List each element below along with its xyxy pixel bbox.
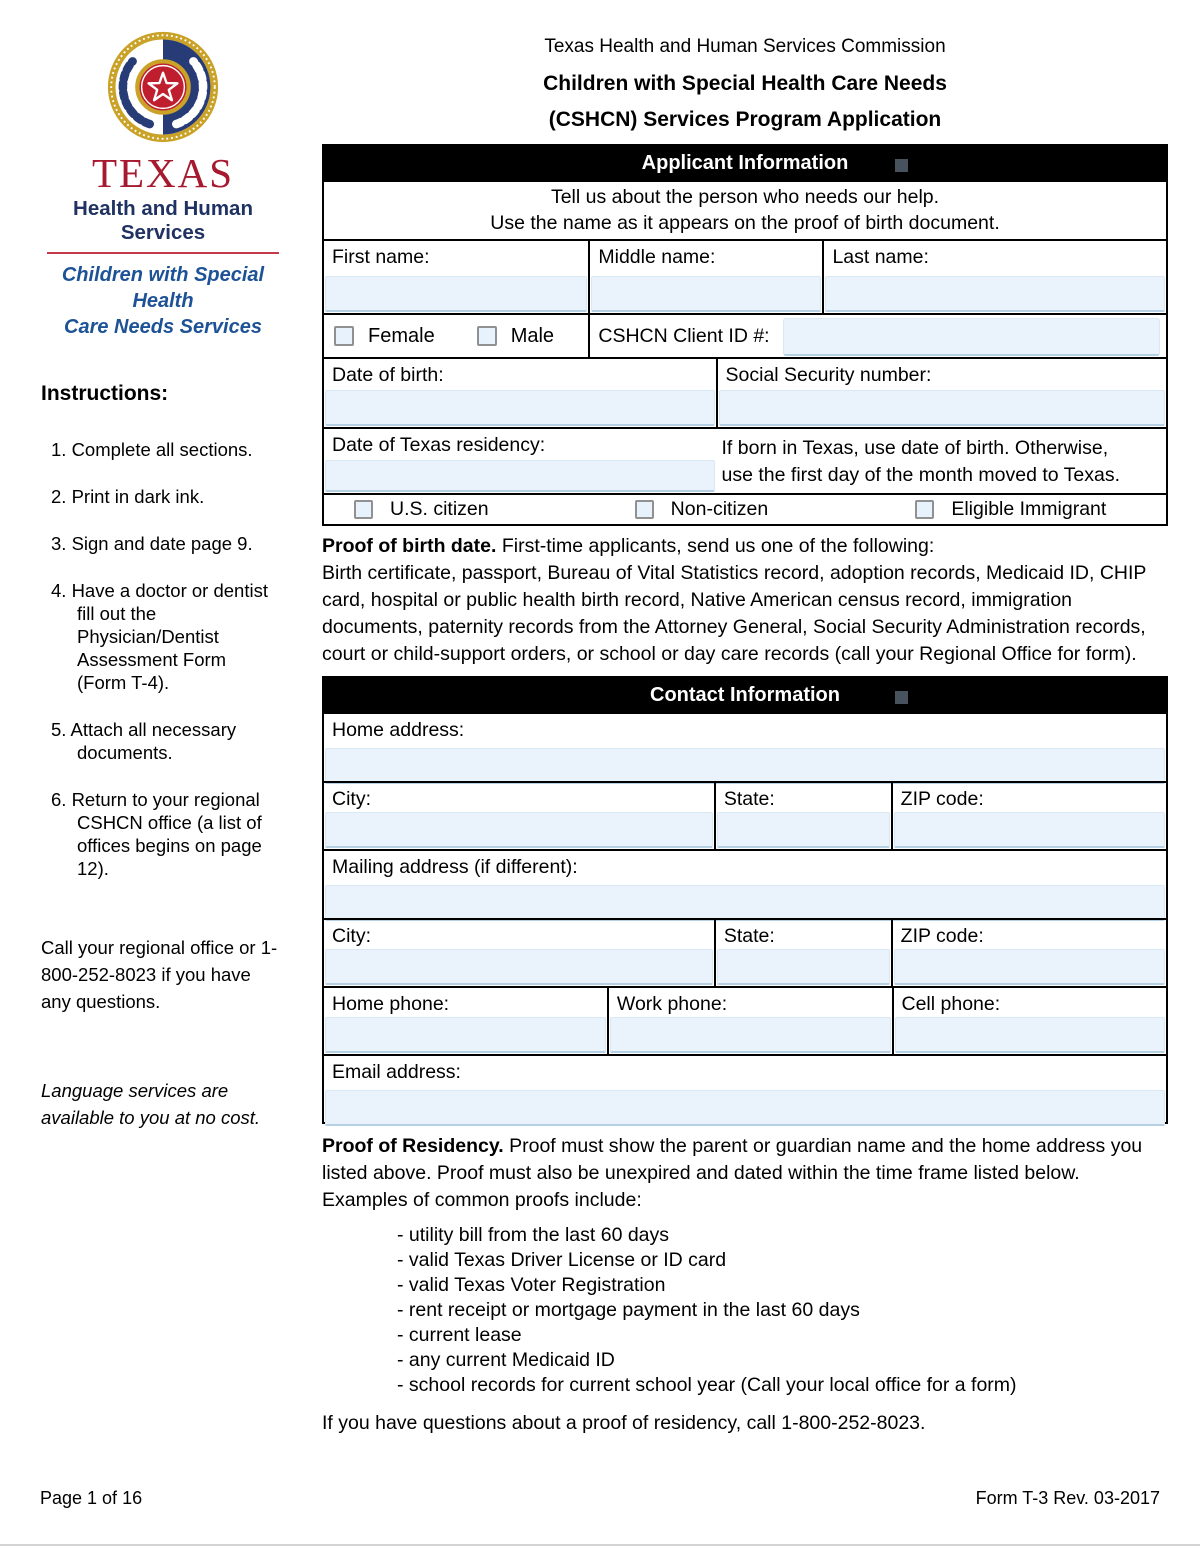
instruction-item: 4. Have a doctor or dentist fill out the Physician/Dentist Assessment Form (Form T-4).: [51, 580, 268, 693]
left-sidebar: [35, 30, 291, 1131]
applicant-intro-line1: Tell us about the person who needs our help.: [550, 186, 940, 208]
residency-date-label: Date of Texas residency:: [332, 434, 546, 456]
proof-of-birth-intro: First-time applicants, send us one of the following:: [501, 535, 935, 557]
applicant-information-banner: [324, 146, 1166, 180]
applicant-information-table: [322, 144, 1168, 526]
dob-ssn-row: [324, 357, 1166, 427]
home-phone-cell: [324, 988, 607, 1054]
residency-date-input[interactable]: [325, 460, 715, 492]
last-name-label: Last name:: [832, 246, 929, 268]
texas-residency-row: [324, 427, 1166, 493]
phone-row: [324, 986, 1166, 1054]
mailing-state-label: State:: [723, 925, 775, 947]
residency-proof-item: - any current Medicaid ID: [397, 1349, 615, 1371]
page-bottom-edge: [0, 1544, 1200, 1546]
residency-proof-item: - school records for current school year (Call your local office for a form): [397, 1374, 1017, 1396]
instruction-item: 5. Attach all necessary documents.: [51, 719, 237, 763]
ssn-input[interactable]: [719, 390, 1165, 426]
section-marker-icon: [895, 691, 908, 704]
mailing-address-input[interactable]: [325, 885, 1165, 921]
male-checkbox[interactable]: [477, 326, 497, 346]
mailing-city-cell: [324, 920, 714, 986]
zip-label: ZIP code:: [900, 788, 984, 810]
ssn-label: Social Security number:: [725, 364, 932, 386]
proof-of-residency-body: Proof must show the parent or guardian name and the home address you listed above. Proof must also be unexpired and dated within the time frame listed below. Examples of common proofs include:: [322, 1135, 1143, 1211]
city-cell: [324, 783, 714, 849]
home-address-input[interactable]: [325, 748, 1165, 784]
mailing-address-row: [324, 849, 1166, 918]
client-id-cell: [588, 315, 1166, 357]
logo-dept-name: Health and Human Services: [73, 197, 253, 244]
texas-hhs-seal-icon: [106, 30, 220, 144]
us-citizen-option: [324, 498, 605, 521]
male-label: Male: [510, 324, 555, 347]
email-label: Email address:: [332, 1061, 461, 1083]
residency-proof-item: - rent receipt or mortgage payment in the last 60 days: [397, 1299, 860, 1321]
state-input[interactable]: [717, 812, 890, 848]
home-address-row: [324, 712, 1166, 781]
home-phone-input[interactable]: [325, 1017, 606, 1053]
residency-proof-item: - current lease: [397, 1324, 522, 1346]
mailing-state-cell: [714, 920, 891, 986]
cell-phone-label: Cell phone:: [901, 993, 1001, 1015]
non-citizen-label: Non-citizen: [670, 498, 769, 520]
first-name-input[interactable]: [325, 276, 587, 312]
contact-information-table: [322, 676, 1168, 1124]
zip-input[interactable]: [894, 812, 1165, 848]
residency-note-line1: If born in Texas, use date of birth. Otherwise,: [721, 437, 1109, 459]
dob-label: Date of birth:: [332, 364, 444, 386]
last-name-cell: [822, 241, 1166, 313]
first-name-cell: [324, 241, 588, 313]
instruction-item: 1. Complete all sections.: [51, 439, 253, 460]
instructions-list: [51, 438, 277, 880]
section-marker-icon: [895, 159, 908, 172]
proof-of-birth-body: Birth certificate, passport, Bureau of Vital Statistics record, adoption records, Medicaid ID, CHIP card, hospital or public health birth record, Native American census record, immigration documents, paternity records from the Attorney General, Social Security Administration records, court or child-support orders, or school or day care records (call your Regional Office for form).: [322, 562, 1147, 665]
mailing-zip-input[interactable]: [894, 949, 1165, 985]
mailing-state-input[interactable]: [717, 949, 890, 985]
state-label: State:: [723, 788, 775, 810]
agency-name: Texas Health and Human Services Commission: [544, 36, 946, 57]
eligible-immigrant-label: Eligible Immigrant: [951, 498, 1107, 520]
mailing-city-input[interactable]: [325, 949, 713, 985]
ssn-cell: [716, 359, 1166, 427]
page-footer: [40, 1488, 1160, 1509]
mailing-zip-cell: [891, 920, 1166, 986]
form-revision: Form T-3 Rev. 03-2017: [975, 1488, 1160, 1508]
proof-of-birth-paragraph: [322, 533, 1168, 668]
us-citizen-checkbox[interactable]: [354, 500, 373, 519]
name-row: [324, 239, 1166, 313]
logo-org-name: TEXAS: [91, 150, 235, 196]
state-cell: [714, 783, 891, 849]
female-checkbox[interactable]: [334, 326, 354, 346]
instruction-item: 2. Print in dark ink.: [51, 486, 205, 507]
eligible-immigrant-checkbox[interactable]: [915, 500, 934, 519]
logo-divider: [47, 252, 279, 254]
form-title-line1: Children with Special Health Care Needs: [543, 72, 947, 95]
work-phone-label: Work phone:: [616, 993, 728, 1015]
form-title-line2: (CSHCN) Services Program Application: [548, 108, 942, 131]
client-id-label: CSHCN Client ID #:: [598, 324, 770, 347]
gender-cell: [324, 315, 588, 357]
us-citizen-label: U.S. citizen: [390, 498, 489, 520]
language-services-note: Language services are available to you at no cost.: [41, 1080, 261, 1128]
middle-name-label: Middle name:: [598, 246, 716, 268]
zip-cell: [891, 783, 1166, 849]
residency-proof-item: - utility bill from the last 60 days: [397, 1224, 670, 1246]
last-name-input[interactable]: [825, 276, 1165, 312]
proof-of-residency-paragraph: [322, 1133, 1168, 1214]
cell-phone-cell: [892, 988, 1166, 1054]
residency-proof-list: [397, 1223, 1168, 1398]
work-phone-input[interactable]: [610, 1017, 891, 1053]
email-input[interactable]: [325, 1090, 1165, 1126]
texas-hhs-logo: [35, 30, 291, 340]
residency-proof-item: - valid Texas Driver License or ID card: [397, 1249, 727, 1271]
dob-cell: [324, 359, 716, 427]
mailing-address-label: Mailing address (if different):: [332, 856, 578, 878]
mailing-city-state-zip-row: [324, 918, 1166, 986]
applicant-information-banner-label: Applicant Information: [641, 151, 849, 174]
mailing-city-label: City:: [332, 925, 371, 947]
proof-of-residency-lead: Proof of Residency.: [322, 1135, 504, 1157]
eligible-immigrant-option: [885, 498, 1166, 521]
city-label: City:: [332, 788, 371, 810]
citizenship-row: [324, 493, 1166, 524]
home-city-state-zip-row: [324, 781, 1166, 849]
residency-note-line2: use the first day of the month moved to Texas.: [721, 464, 1121, 486]
instruction-item: 6. Return to your regional CSHCN office (a list of offices begins on page 12).: [51, 789, 262, 879]
page-number: Page 1 of 16: [40, 1488, 143, 1508]
non-citizen-option: [605, 498, 886, 521]
residency-questions-note: If you have questions about a proof of residency, call 1-800-252-8023.: [322, 1412, 926, 1434]
contact-information-banner-label: Contact Information: [650, 683, 840, 706]
proof-of-birth-lead: Proof of birth date.: [322, 535, 497, 557]
call-regional-office-note: Call your regional office or 1-800-252-8023 if you have any questions.: [41, 937, 278, 1012]
work-phone-cell: [607, 988, 892, 1054]
home-address-label: Home address:: [332, 719, 465, 741]
applicant-intro: [324, 180, 1166, 239]
middle-name-cell: [588, 241, 822, 313]
residency-note: [716, 429, 1166, 493]
instruction-item: 3. Sign and date page 9.: [51, 533, 253, 554]
residency-date-cell: [324, 429, 716, 493]
mailing-zip-label: ZIP code:: [900, 925, 984, 947]
logo-program-name: Children with Special Health Care Needs Services: [61, 264, 265, 338]
main-form-column: [322, 30, 1168, 1435]
non-citizen-checkbox[interactable]: [635, 500, 654, 519]
instructions-heading: Instructions:: [41, 382, 169, 405]
email-row: [324, 1054, 1166, 1122]
contact-information-banner: [324, 678, 1166, 712]
gender-client-id-row: [324, 313, 1166, 357]
cell-phone-input[interactable]: [895, 1017, 1165, 1053]
middle-name-input[interactable]: [591, 276, 821, 312]
first-name-label: First name:: [332, 246, 430, 268]
city-input[interactable]: [325, 812, 713, 848]
client-id-input[interactable]: [783, 318, 1160, 356]
dob-input[interactable]: [325, 390, 715, 426]
female-label: Female: [368, 324, 435, 347]
residency-proof-item: - valid Texas Voter Registration: [397, 1274, 666, 1296]
applicant-intro-line2: Use the name as it appears on the proof of birth document.: [490, 212, 1000, 234]
home-phone-label: Home phone:: [332, 993, 450, 1015]
